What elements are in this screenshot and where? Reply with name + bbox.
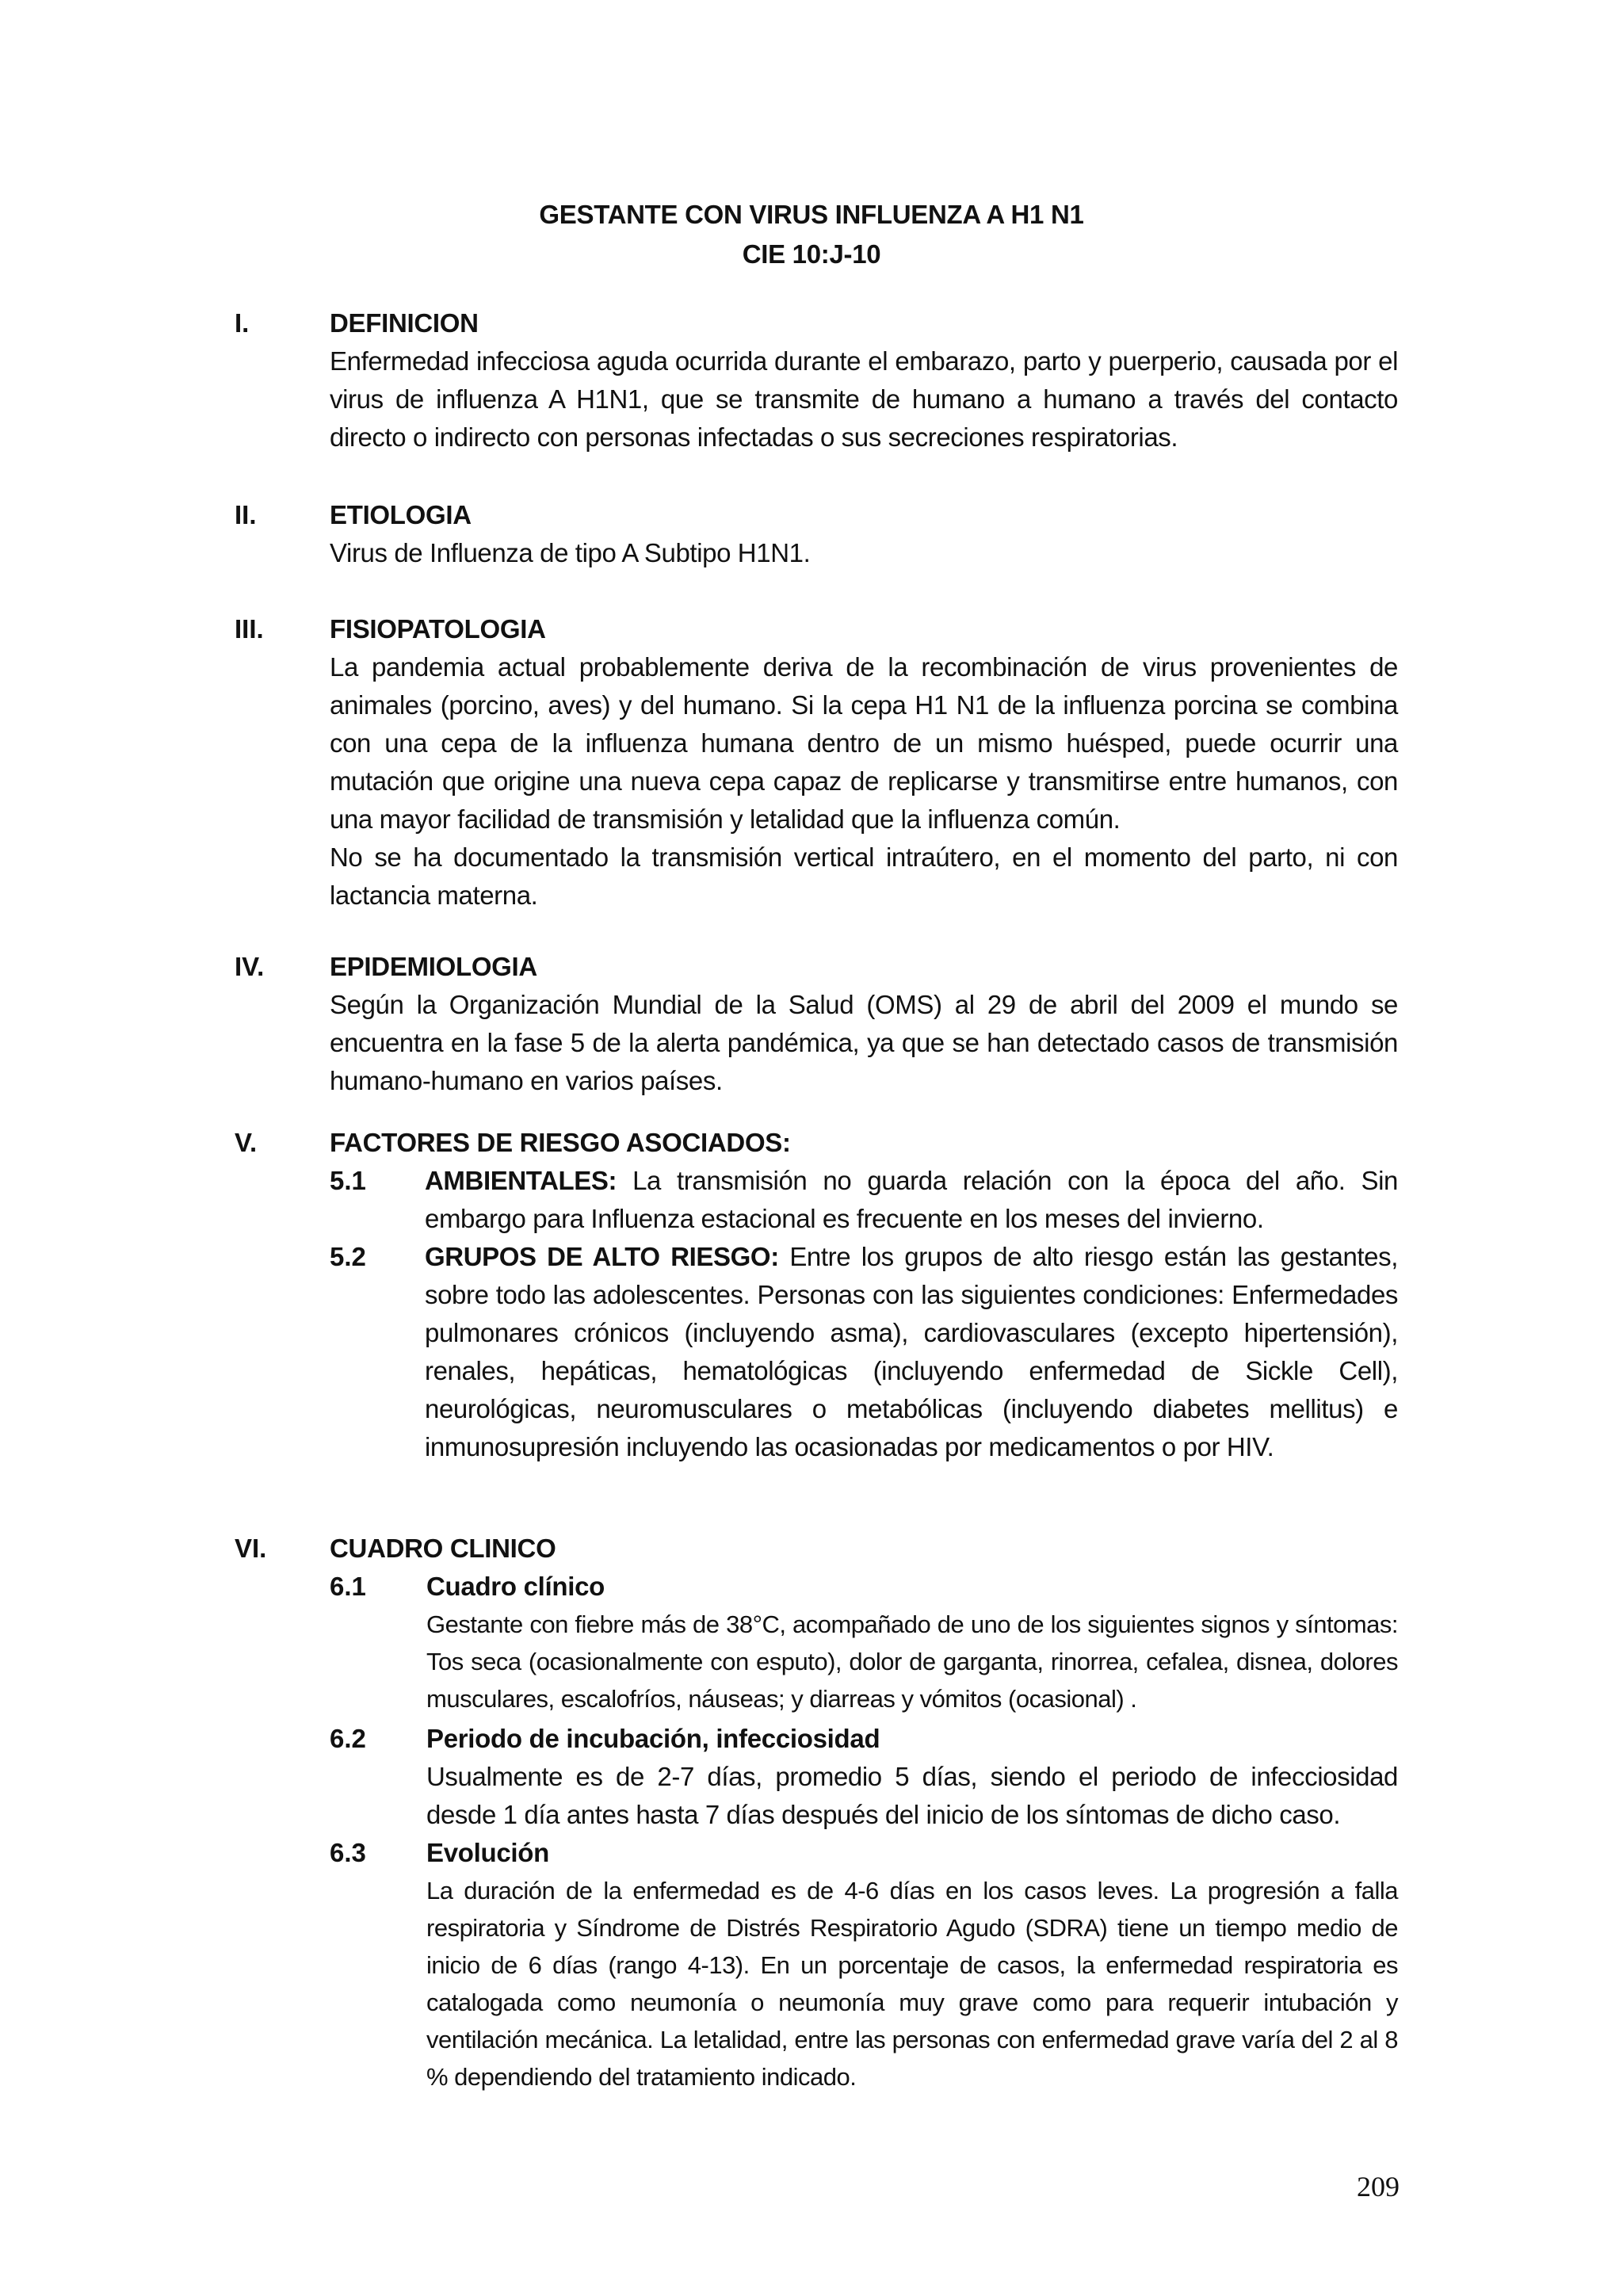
- title-line-2: CIE 10:J-10: [742, 239, 881, 269]
- section-heading: FISIOPATOLOGIA: [330, 614, 546, 644]
- title-line-1: GESTANTE CON VIRUS INFLUENZA A H1 N1: [539, 200, 1084, 229]
- section-heading: DEFINICION: [330, 308, 479, 338]
- section-text: Enfermedad infecciosa aguda ocurrida durante el embarazo, parto y puerperio, causada por el virus de influenza A H1N1, que se transmite de humano a humano a través del contacto directo o indirecto con personas infectadas o sus secreciones respiratorias.: [330, 346, 1398, 452]
- subsection-text: Gestante con fiebre más de 38°C, acompañado de uno de los siguientes signos y síntomas: Tos seca (ocasionalmente con esputo), dolor de garganta, rinorrea, cefalea, disnea, dolores musculares, escalofríos, náuseas; y diarreas y vómitos (ocasional) .: [426, 1610, 1398, 1713]
- section-text: Según la Organización Mundial de la Salud (OMS) al 29 de abril del 2009 el mundo se encuentra en la fase 5 de la alerta pandémica, ya que se han detectado casos de transmisión humano-humano en varios países.: [330, 990, 1398, 1095]
- section-numeral: I.: [235, 308, 250, 338]
- subsection-text: [425, 1162, 1398, 1238]
- section-text-2: No se ha documentado la transmisión vertical intraútero, en el momento del parto, ni con lactancia materna.: [330, 842, 1398, 910]
- section-heading: CUADRO CLINICO: [330, 1534, 556, 1563]
- section-numeral: IV.: [235, 952, 265, 981]
- subsection-body: La transmisión no guarda relación con la época del año. Sin embargo para Influenza estacional es frecuente en los meses del invierno.: [425, 1166, 1398, 1233]
- subsection-number: 6.3: [330, 1838, 366, 1867]
- subsection-text: Usualmente es de 2-7 días, promedio 5 días, siendo el periodo de infecciosidad desde 1 día antes hasta 7 días después del inicio de los síntomas de dicho caso.: [426, 1762, 1398, 1829]
- section-heading: EPIDEMIOLOGIA: [330, 952, 537, 981]
- section-numeral: V.: [235, 1128, 258, 1157]
- subsection-label: AMBIENTALES:: [425, 1166, 617, 1195]
- section-heading: FACTORES DE RIESGO ASOCIADOS:: [330, 1128, 791, 1157]
- subsection-body: Entre los grupos de alto riesgo están las gestantes, sobre todo las adolescentes. Personas con las siguientes condiciones: Enfermedades pulmonares crónicos (incluyendo asma), cardiovasculares (excepto hipertensión), renales, hepáticas, hematológicas (incluyendo enfermedad de Sickle Cell), neurológicas, neuromusculares o metabólicas (incluyendo diabetes mellitus) e inmunosupresión incluyendo las ocasionadas por medicamentos o por HIV.: [425, 1242, 1398, 1461]
- section-numeral: II.: [235, 500, 257, 529]
- subsection-label: GRUPOS DE ALTO RIESGO:: [425, 1242, 779, 1271]
- page-number: 209: [1357, 2171, 1400, 2202]
- subsection-number: 5.2: [330, 1242, 366, 1271]
- section-numeral: VI.: [235, 1534, 267, 1563]
- subsection-title: Cuadro clínico: [426, 1572, 605, 1601]
- section-text: La pandemia actual probablemente deriva de la recombinación de virus provenientes de animales (porcino, aves) y del humano. Si la cepa H1 N1 de la influenza porcina se combina con una cepa de la influenza humana dentro de un mismo huésped, puede ocurrir una mutación que origine una nueva cepa capaz de replicarse y transmitirse entre humanos, con una mayor facilidad de transmisión y letalidad que la influenza común.: [330, 652, 1398, 834]
- subsection-title: Evolución: [426, 1838, 549, 1867]
- subsection-number: 6.2: [330, 1724, 366, 1753]
- subsection-title: Periodo de incubación, infecciosidad: [426, 1724, 880, 1753]
- section-heading: ETIOLOGIA: [330, 500, 472, 529]
- section-numeral: III.: [235, 614, 264, 644]
- subsection-text: [425, 1238, 1398, 1466]
- section-text: Virus de Influenza de tipo A Subtipo H1N1.: [330, 538, 811, 567]
- subsection-number: 6.1: [330, 1572, 366, 1601]
- document-title: [0, 195, 1623, 274]
- subsection-number: 5.1: [330, 1166, 366, 1195]
- subsection-text: La duración de la enfermedad es de 4-6 días en los casos leves. La progresión a falla respiratoria y Síndrome de Distrés Respiratorio Agudo (SDRA) tiene un tiempo medio de inicio de 6 días (rango 4-13). En un porcentaje de casos, la enfermedad respiratoria es catalogada como neumonía o neumonía muy grave como para requerir intubación y ventilación mecánica. La letalidad, entre las personas con enfermedad grave varía del 2 al 8 % dependiendo del tratamiento indicado.: [426, 1877, 1398, 2091]
